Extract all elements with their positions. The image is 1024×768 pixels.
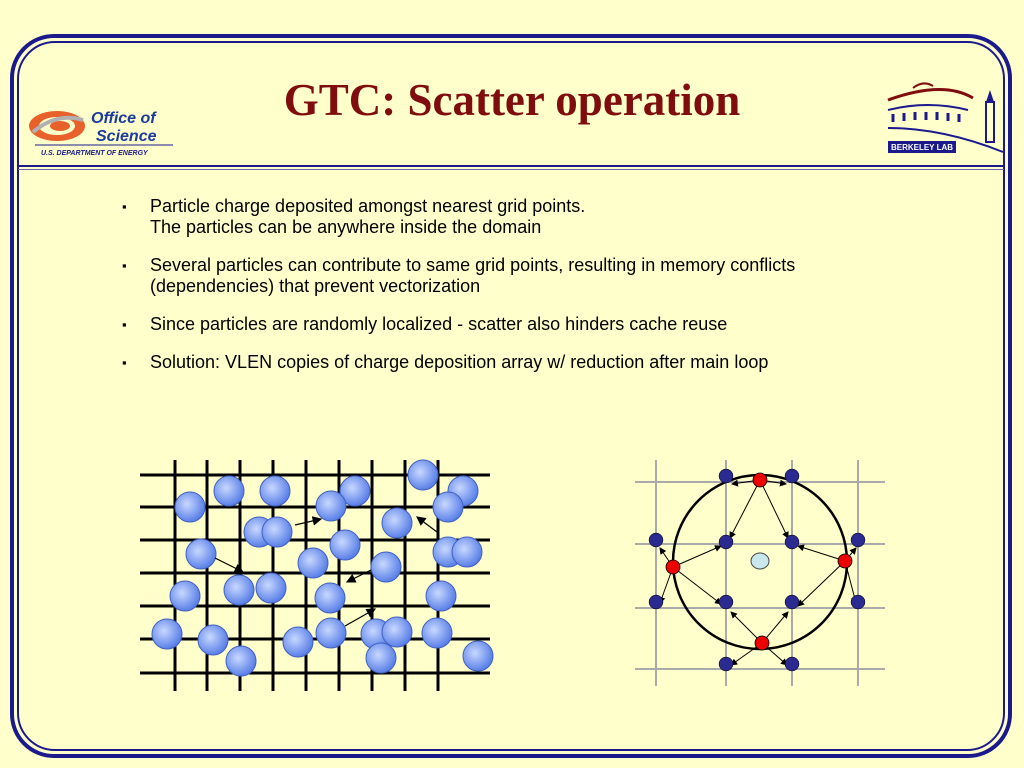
particle xyxy=(226,646,256,676)
bullet-item xyxy=(120,255,980,297)
bullet-item xyxy=(120,196,980,238)
particle xyxy=(463,641,493,671)
particle xyxy=(382,508,412,538)
logo-text-science: Science xyxy=(96,128,157,145)
particle xyxy=(186,539,216,569)
particle xyxy=(330,530,360,560)
particle xyxy=(283,627,313,657)
particle xyxy=(224,575,254,605)
particle xyxy=(315,583,345,613)
particle xyxy=(316,618,346,648)
bullet-text: Particle charge deposited amongst nearest grid points. xyxy=(150,196,586,216)
berkeley-lab-logo xyxy=(883,80,1008,160)
title-divider-thin xyxy=(18,169,1004,170)
particle xyxy=(422,618,452,648)
particles xyxy=(152,460,493,676)
particle xyxy=(371,552,401,582)
bullet-item xyxy=(120,314,980,335)
bullet-text: Solution: VLEN copies of charge deposition array w/ reduction after main loop xyxy=(150,352,769,372)
bullet-text: Since particles are randomly localized - scatter also hinders cache reuse xyxy=(150,314,728,334)
particle xyxy=(152,619,182,649)
bullet-text-line2: The particles can be anywhere inside the domain xyxy=(150,217,542,237)
particle xyxy=(298,548,328,578)
particle xyxy=(262,517,292,547)
logo-text-berkeley-lab: BERKELEY LAB xyxy=(890,143,954,152)
particle xyxy=(433,492,463,522)
bullet-marker: ▪ xyxy=(122,199,127,214)
slide-title: GTC: Scatter operation xyxy=(283,75,741,125)
particle xyxy=(408,460,438,490)
gyro-ring-diagram xyxy=(630,458,890,688)
particle xyxy=(426,581,456,611)
building-columns-icon xyxy=(893,112,959,122)
bullet-text-line2: (dependencies) that prevent vectorization xyxy=(150,276,481,296)
particle xyxy=(382,617,412,647)
bullet-marker: ▪ xyxy=(122,317,127,332)
particle xyxy=(366,643,396,673)
doe-swirl-icon xyxy=(29,111,85,141)
particle xyxy=(175,492,205,522)
particle xyxy=(170,581,200,611)
bullet-marker: ▪ xyxy=(122,355,127,370)
office-of-science-logo xyxy=(27,106,177,160)
bullet-list xyxy=(120,196,980,390)
particle xyxy=(316,491,346,521)
title-divider xyxy=(18,165,1004,167)
bullet-marker: ▪ xyxy=(122,258,127,273)
particle xyxy=(198,625,228,655)
guiding-center xyxy=(751,553,769,569)
particle xyxy=(452,537,482,567)
bullet-item xyxy=(120,352,980,373)
particle xyxy=(260,476,290,506)
logo-text-office: Office of xyxy=(91,110,156,127)
particle xyxy=(214,476,244,506)
particle xyxy=(256,573,286,603)
bullet-text: Several particles can contribute to same grid points, resulting in memory conflicts xyxy=(150,255,796,275)
logo-tagline: U.S. DEPARTMENT OF ENERGY xyxy=(41,150,148,157)
particle-grid-diagram xyxy=(135,455,500,695)
